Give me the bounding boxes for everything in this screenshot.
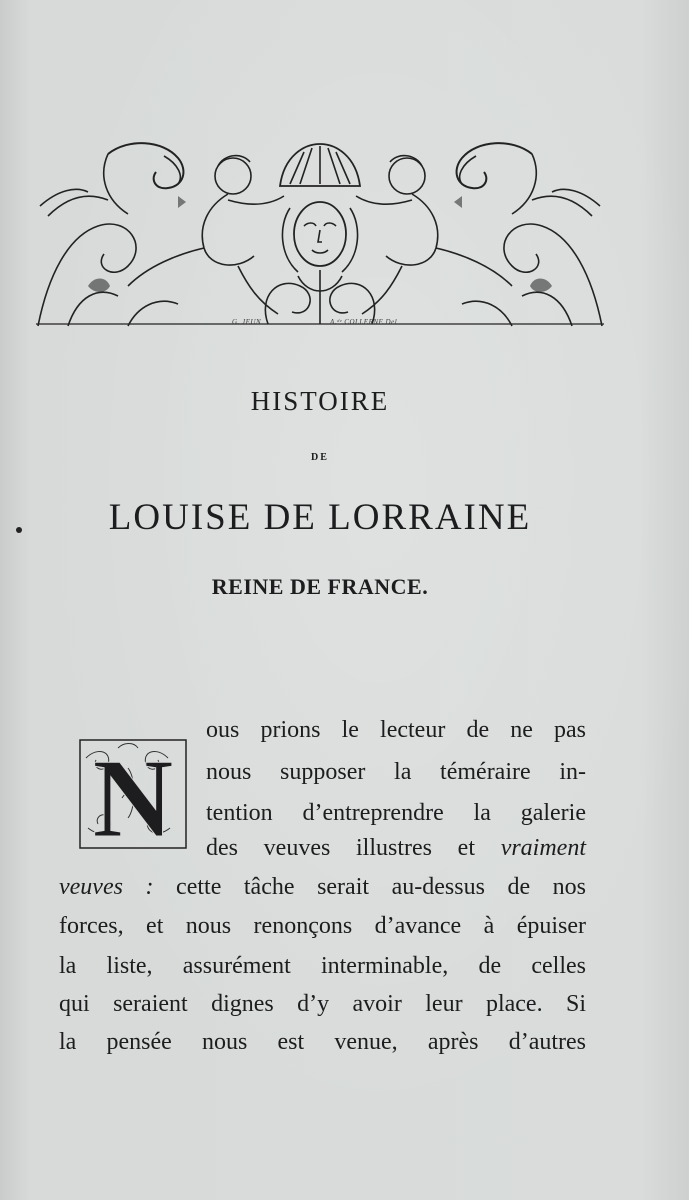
emphasis-veuves: veuves :: [59, 874, 154, 900]
ornamental-headpiece: [28, 136, 612, 332]
body-line-3: tention d’entreprendre la galerie: [206, 800, 586, 826]
initial-letter: N: [92, 738, 174, 850]
decorated-initial: [78, 738, 188, 850]
title-de: DE: [311, 452, 329, 463]
body-line-4-text: des veuves illustres et: [206, 835, 501, 861]
designer-credit: A.ᵈᵉ COLLERNE Del: [330, 318, 398, 326]
stray-mark: [16, 527, 22, 533]
body-line-2: nous supposer la téméraire in-: [206, 759, 586, 785]
body-line-5-text: cette tâche serait au-dessus de nos: [153, 874, 586, 900]
title-reine-de-france: REINE DE FRANCE.: [211, 574, 429, 599]
body-line-5: [59, 875, 586, 899]
body-line-6: forces, et nous renonçons d’avance à épuiser: [59, 913, 586, 939]
body-line-1: ous prions le lecteur de ne pas: [206, 717, 586, 743]
body-line-9: la pensée nous est venue, après d’autres: [59, 1029, 586, 1055]
emphasis-vraiment: vraiment: [500, 835, 586, 861]
body-line-7: la liste, assurément interminable, de celles: [59, 953, 586, 979]
engraver-credit: G. JEUN: [232, 318, 262, 326]
body-line-8: qui seraient dignes d’y avoir leur place. Si: [59, 991, 586, 1017]
title-histoire: HISTOIRE: [250, 386, 390, 416]
body-line-4: [206, 836, 586, 860]
title-louise-de-lorraine: LOUISE DE LORRAINE: [108, 497, 532, 538]
initial-ornament: [78, 738, 188, 850]
